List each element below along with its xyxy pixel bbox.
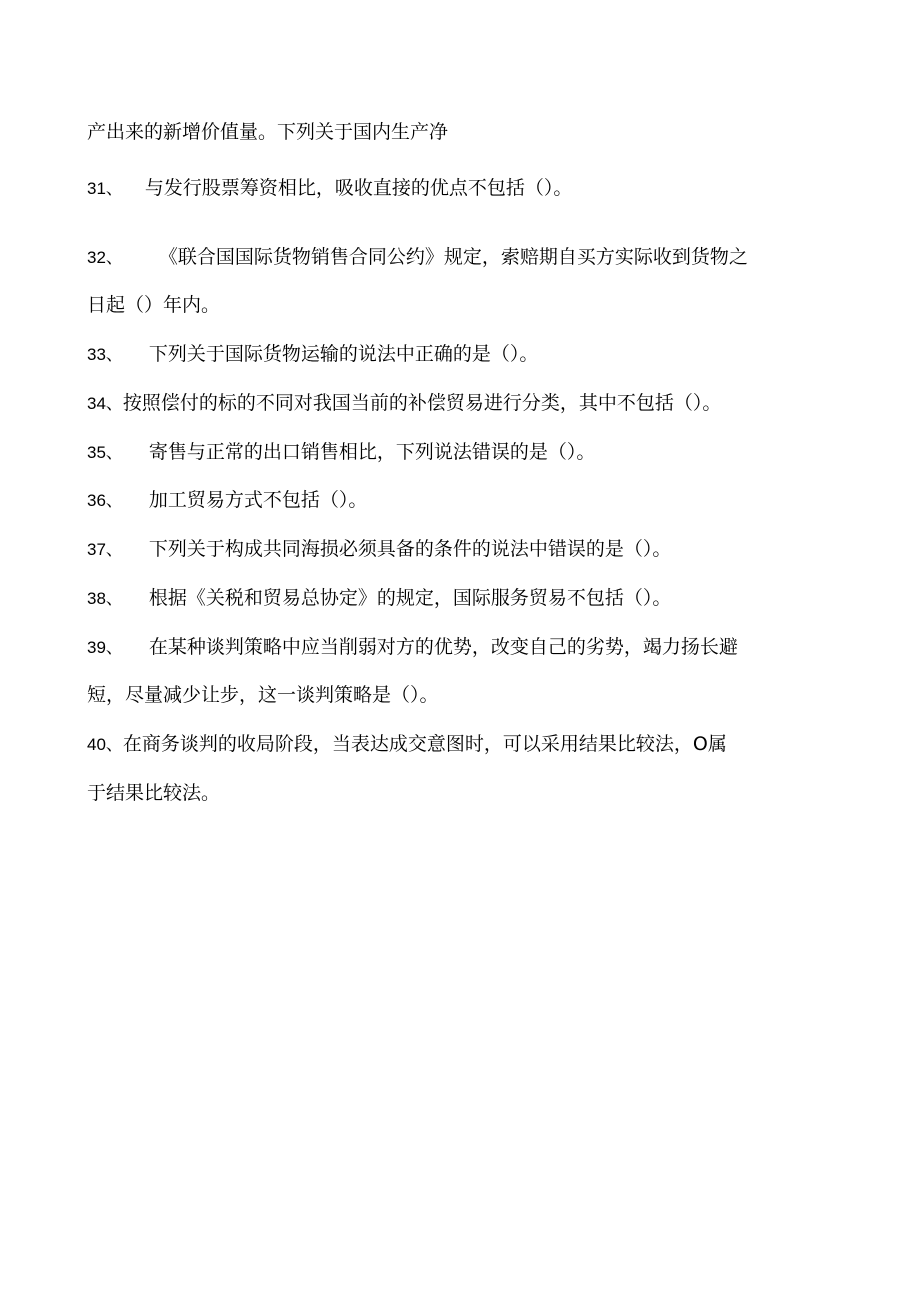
question-text: 于结果比较法。	[87, 782, 221, 804]
question-text: 根据《关税和贸易总协定》的规定，国际服务贸易不包括（）。	[148, 587, 672, 609]
question-text: 短，尽量减少让步，这一谈判策略是（）。	[87, 684, 439, 706]
question-number: 36、	[87, 491, 123, 510]
question-31	[87, 176, 827, 201]
question-number: 38、	[87, 589, 123, 608]
question-text: 加工贸易方式不包括（）。	[148, 489, 368, 511]
question-33	[87, 342, 827, 367]
question-text: 下列关于国际货物运输的说法中正确的是（）。	[148, 343, 539, 365]
question-text: 在商务谈判的收局阶段，当表达成交意图时，可以采用结果比较法，O属	[122, 733, 727, 755]
question-text: 日起（）年内。	[87, 294, 221, 316]
question-text: 与发行股票筹资相比，吸收直接的优点不包括（）。	[144, 177, 573, 199]
question-32	[87, 245, 827, 270]
question-36	[87, 488, 827, 513]
question-number: 37、	[87, 540, 123, 559]
question-39-continuation	[87, 683, 827, 707]
question-text: 《联合国国际货物销售合同公约》规定，索赔期自买方实际收到货物之	[158, 246, 748, 268]
question-number: 40、	[87, 735, 123, 754]
text-line-continuation	[87, 120, 827, 144]
question-text: 按照偿付的标的不同对我国当前的补偿贸易进行分类，其中不包括（）。	[122, 392, 722, 414]
question-38	[87, 586, 827, 611]
question-35	[87, 440, 827, 465]
question-number: 33、	[87, 345, 123, 364]
question-40	[87, 732, 827, 757]
question-text: 在某种谈判策略中应当削弱对方的优势，改变自己的劣势，竭力扬长避	[148, 636, 738, 658]
question-number: 34、	[87, 394, 123, 413]
question-number: 39、	[87, 638, 123, 657]
line-text: 产出来的新增价值量。下列关于国内生产净	[87, 121, 449, 143]
question-text: 下列关于构成共同海损必须具备的条件的说法中错误的是（）。	[148, 538, 672, 560]
question-34	[87, 391, 827, 416]
question-37	[87, 537, 827, 562]
question-text: 寄售与正常的出口销售相比，下列说法错误的是（）。	[148, 441, 596, 463]
question-32-continuation	[87, 293, 827, 317]
question-number: 32、	[87, 248, 123, 267]
question-number: 35、	[87, 443, 123, 462]
question-39	[87, 635, 827, 660]
question-number: 31、	[87, 179, 123, 198]
question-40-continuation	[87, 781, 827, 805]
